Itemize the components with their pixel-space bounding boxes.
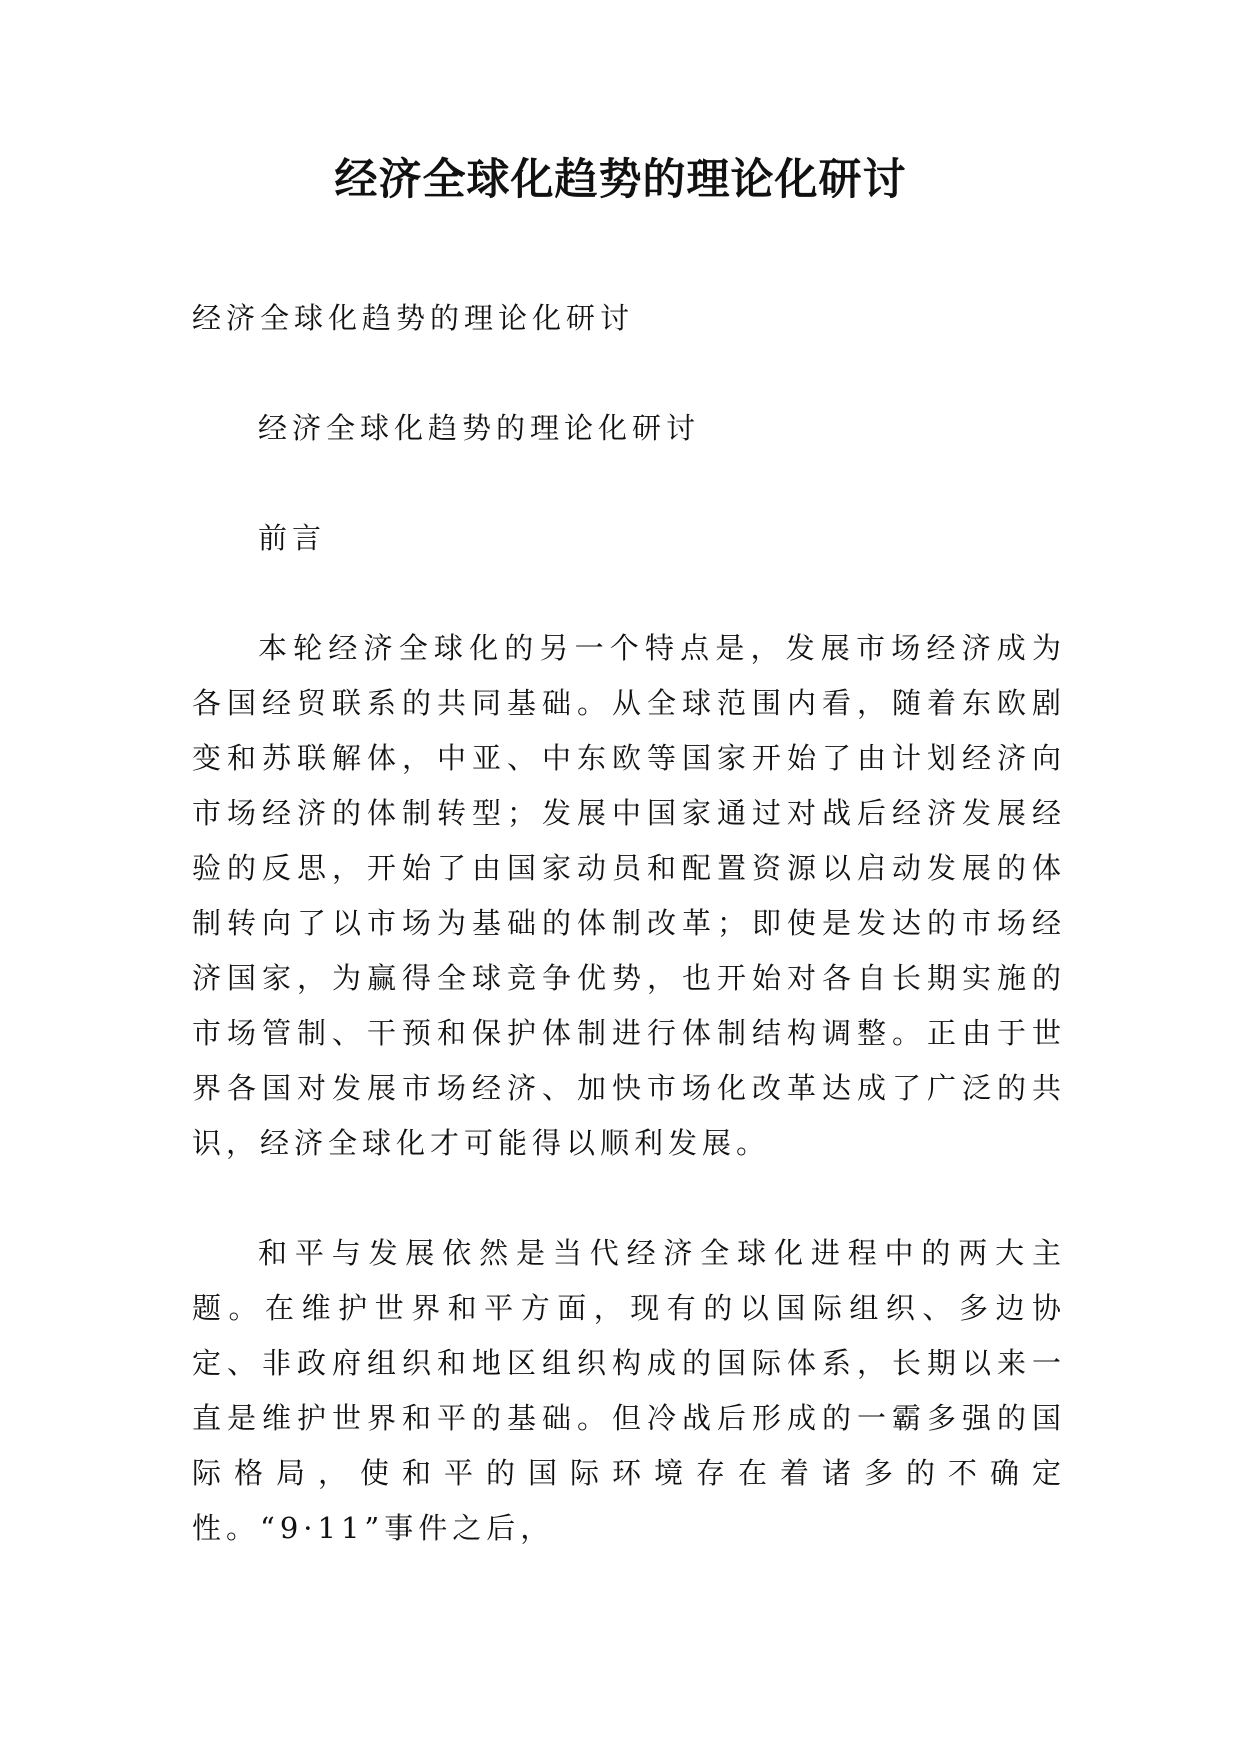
body-paragraph-1: 本轮经济全球化的另一个特点是，发展市场经济成为各国经贸联系的共同基础。从全球范围内看，随着东欧剧变和苏联解体，中亚、中东欧等国家开始了由计划经济向市场经济的体制转型；发展中国家通过对战后经济发展经验的反思，开始了由国家动员和配置资源以启动发展的体制转向了以市场为基础的体制改革；即使是发达的市场经济国家，为赢得全球竞争优势，也开始对各自长期实施的市场管制、干预和保护体制进行体制结构调整。正由于世界各国对发展市场经济、加快市场化改革达成了广泛的共识，经济全球化才可能得以顺利发展。 <box>192 631 1066 1160</box>
document-title: 经济全球化趋势的理论化研讨 <box>334 155 907 205</box>
preface-label: 前言 <box>258 521 327 555</box>
body-paragraph-2: 和平与发展依然是当代经济全球化进程中的两大主题。在维护世界和平方面，现有的以国际组织、多边协定、非政府组织和地区组织构成的国际体系，长期以来一直是维护世界和平的基础。但冷战后形成的一霸多强的国际格局，使和平的国际环境存在着诸多的不确定性。“9·11”事件之后， <box>192 1236 1066 1545</box>
document-subtitle: 经济全球化趋势的理论化研讨 <box>192 301 635 335</box>
document-body <box>192 291 1066 1611</box>
section-heading: 经济全球化趋势的理论化研讨 <box>258 411 701 445</box>
